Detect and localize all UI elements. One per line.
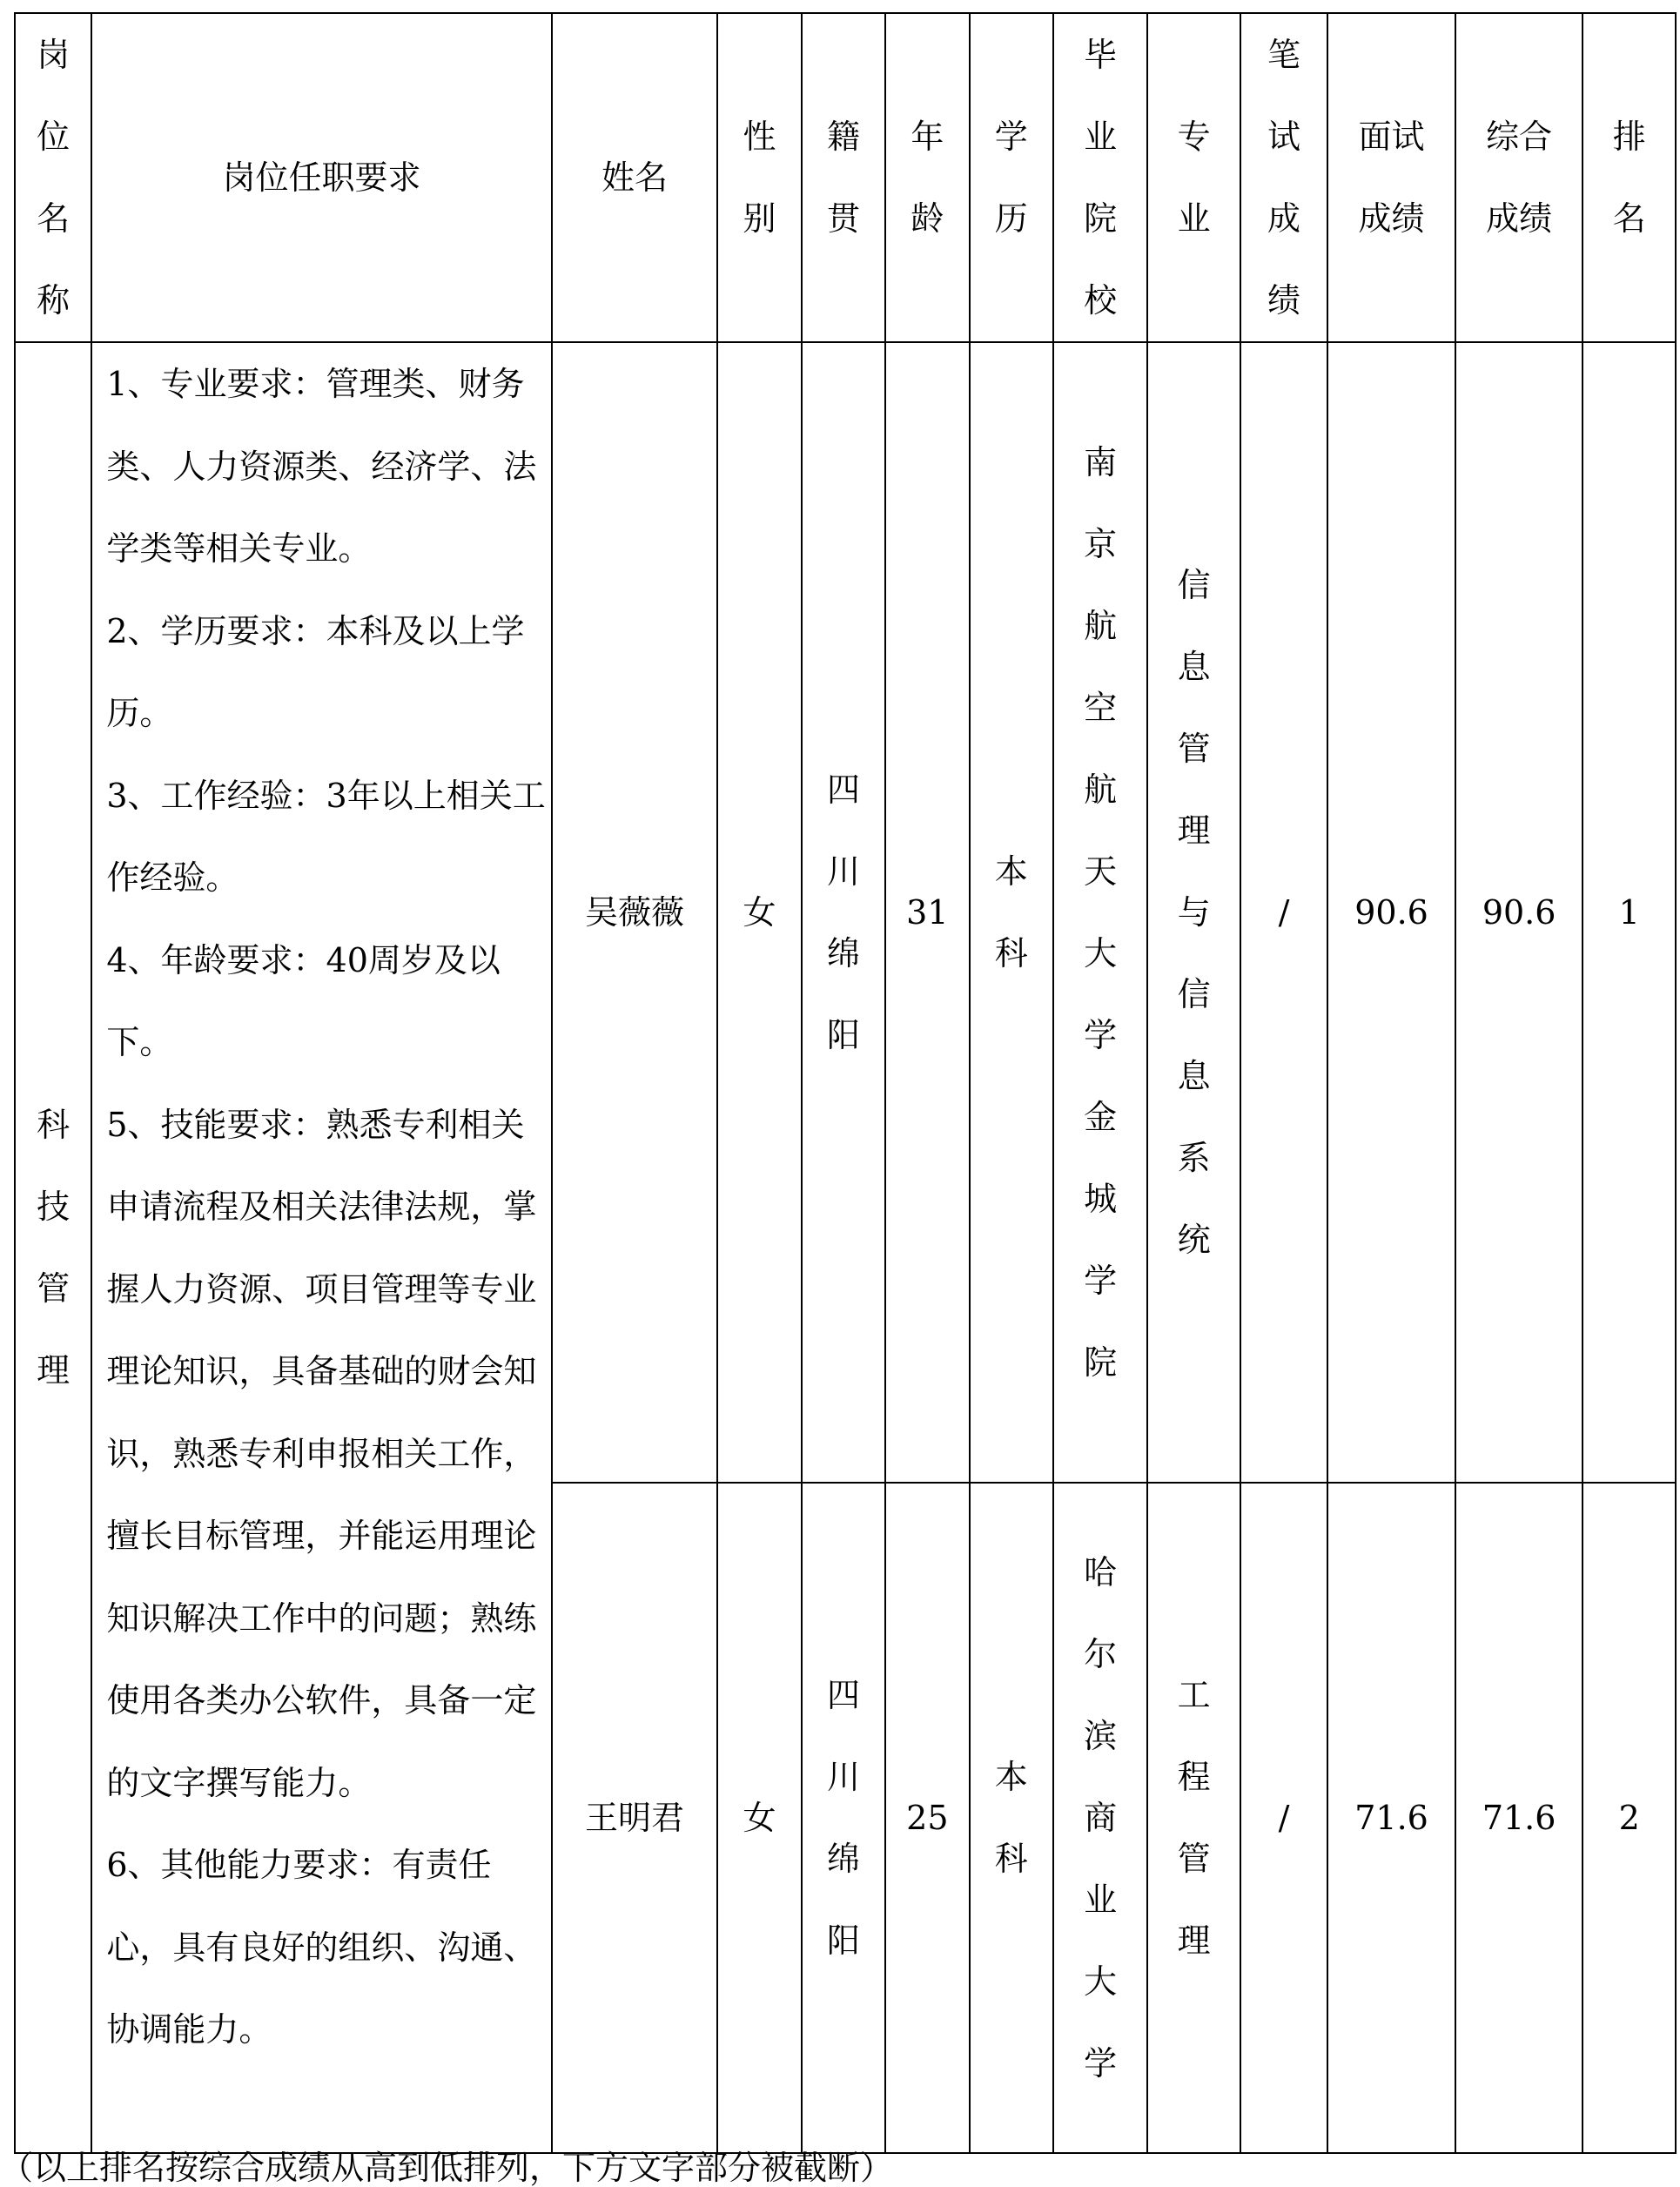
header-total-score: 综合 成绩 (1455, 13, 1583, 342)
header-age: 年龄 (885, 13, 969, 342)
candidate-school: 南京航空航天大学金城学院 (1053, 342, 1147, 1483)
candidate-name: 王明君 (552, 1483, 718, 2153)
requirement-item: 1、专业要求：管理类、财务类、人力资源类、经济学、法学类等相关专业。 (106, 365, 537, 568)
candidate-major: 工程管理 (1147, 1483, 1240, 2153)
candidate-education: 本科 (970, 342, 1053, 1483)
header-interview-score: 面试 成绩 (1327, 13, 1455, 342)
candidate-rank: 1 (1583, 342, 1676, 1483)
requirement-item: 4、年龄要求：40周岁及以下。 (106, 940, 501, 1061)
requirement-item: 2、学历要求：本科及以上学历。 (106, 611, 525, 732)
candidate-gender: 女 (717, 342, 801, 1483)
header-education: 学历 (970, 13, 1053, 342)
candidate-rank: 2 (1583, 1483, 1676, 2153)
candidate-education: 本科 (970, 1483, 1053, 2153)
footer-note: （以上排名按综合成绩从高到低排列，下方文字部分被截断） (0, 2149, 894, 2187)
header-row (15, 13, 1676, 342)
header-name: 姓名 (552, 13, 718, 342)
candidate-interview-score: 71.6 (1327, 1483, 1455, 2153)
candidate-major: 信息管理与信息系统 (1147, 342, 1240, 1483)
header-written-score: 笔试成绩 (1240, 13, 1327, 342)
position-cell: 科技管理 (15, 342, 91, 2153)
header-school: 毕业院校 (1053, 13, 1147, 342)
candidate-name: 吴薇薇 (552, 342, 718, 1483)
header-rank: 排名 (1583, 13, 1676, 342)
header-native-place: 籍贯 (802, 13, 885, 342)
header-gender: 性别 (717, 13, 801, 342)
header-requirements: 岗位任职要求 (91, 13, 551, 342)
candidate-total-score: 71.6 (1455, 1483, 1583, 2153)
candidate-written-score: / (1240, 342, 1327, 1483)
candidate-age: 25 (885, 1483, 969, 2153)
candidate-interview-score: 90.6 (1327, 342, 1455, 1483)
candidate-age: 31 (885, 342, 969, 1483)
candidate-gender: 女 (717, 1483, 801, 2153)
results-table (14, 12, 1677, 2154)
candidate-total-score: 90.6 (1455, 342, 1583, 1483)
candidate-native-place: 四川绵阳 (802, 1483, 885, 2153)
header-major: 专业 (1147, 13, 1240, 342)
header-position: 岗位名称 (15, 13, 91, 342)
requirement-item: 5、技能要求：熟悉专利相关申请流程及相关法律法规，掌握人力资源、项目管理等专业理论知识，具备基础的财会知识，熟悉专利申报相关工作，擅长目标管理，并能运用理论知识解决工作中的问题；熟练使用各类办公软件，具备一定的文字撰写能力。 (106, 1105, 537, 1802)
candidate-school: 哈尔滨商业大学 (1053, 1483, 1147, 2153)
candidate-written-score: / (1240, 1483, 1327, 2153)
candidate-native-place: 四川绵阳 (802, 342, 885, 1483)
table-row (15, 342, 1676, 1483)
requirement-item: 6、其他能力要求：有责任心，具有良好的组织、沟通、协调能力。 (106, 1846, 537, 2049)
requirement-item: 3、工作经验：3年以上相关工作经验。 (106, 776, 546, 897)
requirements-cell (91, 342, 551, 2153)
